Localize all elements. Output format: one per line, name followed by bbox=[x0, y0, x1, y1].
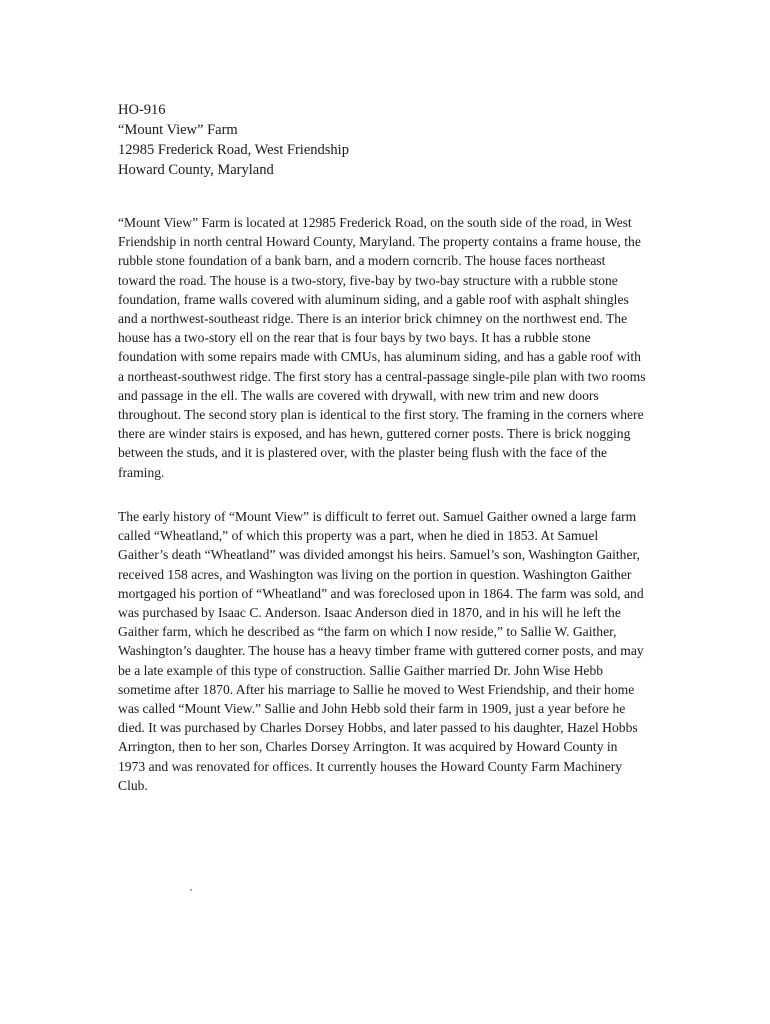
property-county: Howard County, Maryland bbox=[118, 162, 274, 178]
property-address: 12985 Frederick Road, West Friendship bbox=[118, 142, 349, 158]
history-paragraph: The early history of “Mount View” is difficult to ferret out. Samuel Gaither owned a large farm called “Wheatland,” of which this property was a part, when he died in 1853. At Samuel Gaither’s death “Wheatland” was divided amongst his heirs. Samuel’s son, Washington Gaither, received 158 acres, and Washington was living on the portion in question. Washington Gaither mortgaged his portion of “Wheatland” and was foreclosed upon in 1864. The farm was sold, and was purchased by Isaac C. Anderson. Isaac Anderson died in 1870, and in his will he left the Gaither farm, which he described as “the farm on which I now reside,” to Sallie W. Gaither, Washington’s daughter. The house has a heavy timber frame with guttered corner posts, and may be a late example of this type of construction. Sallie Gaither married Dr. John Wise Hebb sometime after 1870. After his marriage to Sallie he moved to West Friendship, and their home was called “Mount View.” Sallie and John Hebb sold their farm in 1909, just a year before he died. It was purchased by Charles Dorsey Hobbs, and later passed to his daughter, Hazel Hobbs Arrington, then to her son, Charles Dorsey Arrington. It was acquired by Howard County in 1973 and was renovated for offices. It currently houses the Howard County Farm Machinery Club. bbox=[118, 509, 644, 793]
inventory-number: HO-916 bbox=[118, 102, 166, 118]
document-header bbox=[118, 100, 349, 180]
scan-speck bbox=[190, 889, 192, 891]
description-paragraph: “Mount View” Farm is located at 12985 Frederick Road, on the south side of the road, in West Friendship in north central Howard County, Maryland. The property contains a frame house, the rubble stone foundation of a bank barn, and a modern corncrib. The house faces northeast toward the road. The house is a two-story, five-bay by two-bay structure with a rubble stone foundation, frame walls covered with aluminum siding, and a gable roof with asphalt shingles and a northwest-southeast ridge. There is an interior brick chimney on the northwest end. The house has a two-story ell on the rear that is four bays by two bays. It has a rubble stone foundation with some repairs made with CMUs, has aluminum siding, and has a gable roof with a northeast-southwest ridge. The first story has a central-passage single-pile plan with two rooms and passage in the ell. The walls are covered with drywall, with new trim and new doors throughout. The second story plan is identical to the first story. The framing in the corners where there are winder stairs is exposed, and has hewn, guttered corner posts. There is brick nogging between the studs, and it is plastered over, with the plaster being flush with the face of the framing. bbox=[118, 215, 646, 480]
property-name: “Mount View” Farm bbox=[118, 122, 238, 138]
